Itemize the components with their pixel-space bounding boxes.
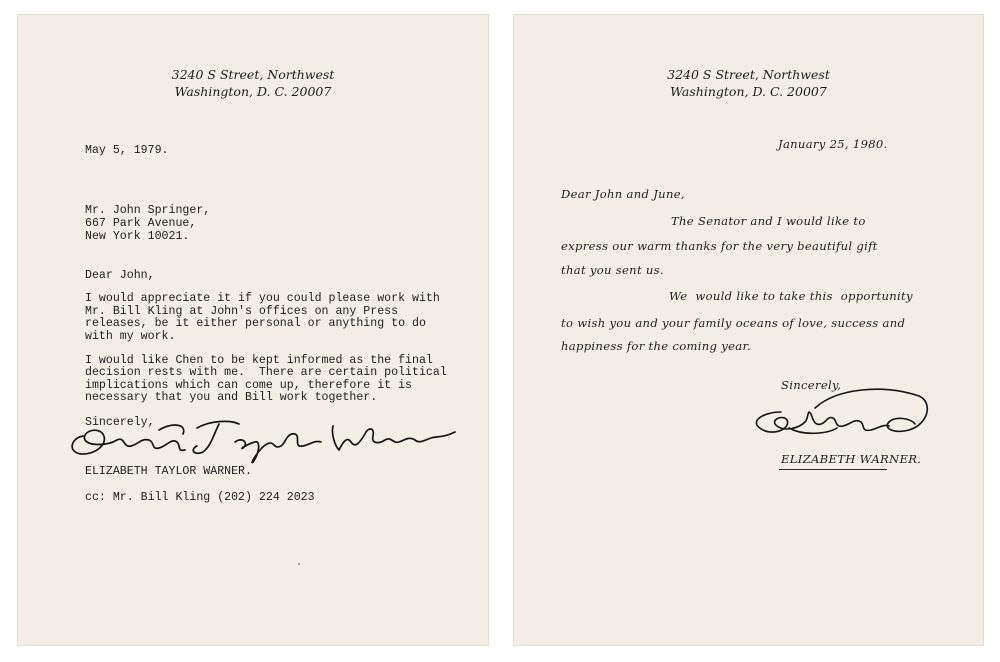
body-line: to wish you and your family oceans of love, success and <box>561 316 906 330</box>
name-underline <box>779 469 887 470</box>
letterhead <box>17 66 489 100</box>
body-line: happiness for the coming year. <box>561 339 752 353</box>
closing: Sincerely, <box>781 378 842 392</box>
body-line: Mr. Bill Kling at John's offices on any Press <box>85 305 399 318</box>
letterhead-city: Washington, D. C. 20007 <box>670 84 827 99</box>
closing: Sincerely, <box>85 416 155 429</box>
letter-date: May 5, 1979. <box>85 144 169 157</box>
body-line: implications which can come up, therefore it is <box>85 379 412 392</box>
letter-1979 <box>17 14 489 646</box>
body-line: decision rests with me. There are certain political <box>85 366 447 379</box>
recipient-line: New York 10021. <box>85 230 190 243</box>
body-line: We would like to take this opportunity <box>669 289 913 303</box>
body-line: The Senator and I would like to <box>671 214 866 228</box>
letterhead-street: 3240 S Street, Northwest <box>171 67 335 82</box>
salutation: Dear John and June, <box>561 187 685 201</box>
body-line: express our warm thanks for the very beautiful gift <box>561 239 878 253</box>
body-line: that you sent us. <box>561 263 664 277</box>
body-line: releases, be it either personal or anything to do <box>85 317 426 330</box>
typed-name: ELIZABETH TAYLOR WARNER. <box>85 465 252 478</box>
salutation: Dear John, <box>85 269 155 282</box>
letterhead-street: 3240 S Street, Northwest <box>667 67 830 82</box>
letter-date: January 25, 1980. <box>778 137 888 151</box>
recipient-line: Mr. John Springer, <box>85 204 211 217</box>
body-line: necessary that you and Bill work together. <box>85 391 378 404</box>
letterhead <box>513 66 984 100</box>
body-line: I would like Chen to be kept informed as the final <box>85 354 433 367</box>
signature-elizabeth-taylor-warner <box>63 408 463 468</box>
body-line: with my work. <box>85 330 176 343</box>
cc-line: cc: Mr. Bill Kling (202) 224 2023 <box>85 491 315 504</box>
letterhead-city: Washington, D. C. 20007 <box>174 84 332 99</box>
recipient-line: 667 Park Avenue, <box>85 217 197 230</box>
signature-elizabeth <box>733 378 933 454</box>
typed-name: ELIZABETH WARNER. <box>781 452 922 466</box>
letter-1980 <box>513 14 984 646</box>
paper-speck <box>298 563 300 565</box>
body-line: I would appreciate it if you could please work with <box>85 292 440 305</box>
